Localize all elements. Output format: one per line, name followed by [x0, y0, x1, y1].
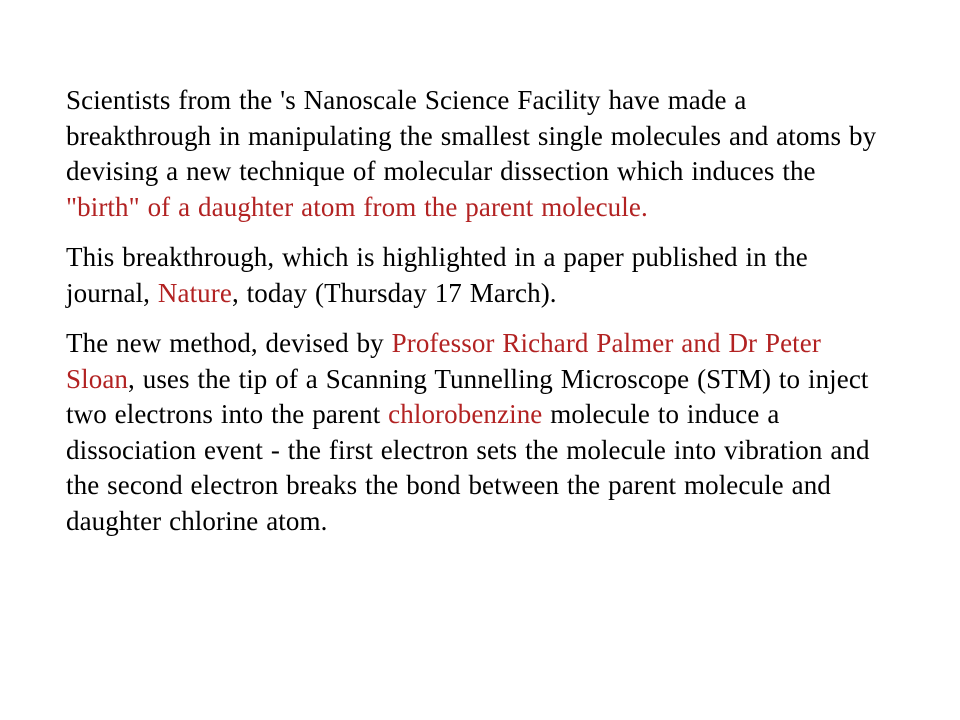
highlighted-text-molecule: chlorobenzine: [388, 399, 543, 429]
text-segment: This breakthrough, which is highlighted in a paper published in the journal,: [66, 242, 808, 308]
slide-body: [66, 83, 896, 554]
paragraph-publication: [66, 240, 896, 311]
highlighted-text-journal: Nature: [157, 277, 232, 308]
paragraph-intro: [66, 83, 896, 225]
text-segment: The new method, devised by: [66, 328, 392, 358]
text-segment: , today (Thursday 17 March).: [231, 277, 557, 308]
text-segment: molecule to induce a dissociation event - the first electron sets the molecule into vibration and the second electron breaks the bond between the parent molecule and daughter chlorine atom.: [66, 399, 870, 536]
highlighted-text-birth: "birth" of a daughter atom from the parent molecule.: [66, 191, 648, 222]
text-segment: Scientists from the 's Nanoscale Science Facility have made a breakthrough in manipulating the smallest single molecules and atoms by devising a new technique of molecular dissection which induces the: [66, 85, 877, 186]
text-segment: , uses the tip of a Scanning Tunnelling Microscope (STM) to inject two electrons into the parent: [66, 363, 869, 429]
paragraph-method: [66, 326, 896, 539]
highlighted-text-authors: Professor Richard Palmer and Dr Peter Sloan: [66, 328, 821, 394]
